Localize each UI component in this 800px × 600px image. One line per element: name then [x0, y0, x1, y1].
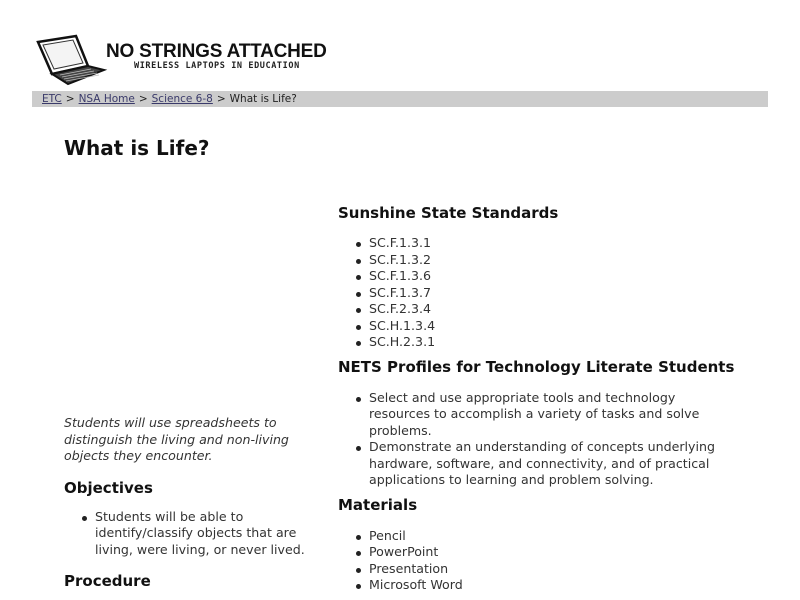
list-item: SC.F.1.3.2 — [369, 252, 758, 269]
list-item: SC.H.1.3.4 — [369, 318, 758, 335]
breadcrumb-separator: > — [138, 93, 148, 105]
objectives-list — [64, 509, 324, 559]
list-item: SC.F.1.3.1 — [369, 235, 758, 252]
list-item: Students will be able to identify/classify objects that are living, were living, or never lived. — [95, 509, 324, 559]
logo-subtitle: WIRELESS LAPTOPS IN EDUCATION — [134, 61, 300, 71]
logo-title: NO STRINGS ATTACHED — [106, 41, 327, 62]
list-item: Pencil — [369, 528, 758, 545]
list-item: Microsoft Word — [369, 577, 758, 594]
objectives-heading: Objectives — [64, 478, 153, 497]
lesson-intro: Students will use spreadsheets to distinguish the living and non-living objects they encounter. — [64, 415, 289, 463]
nets-heading: NETS Profiles for Technology Literate Students — [338, 357, 735, 376]
page-title: What is Life? — [64, 136, 210, 160]
standards-list — [338, 235, 758, 351]
list-item: PowerPoint — [369, 544, 758, 561]
materials-heading: Materials — [338, 495, 418, 514]
lesson-summary-column — [64, 415, 324, 591]
breadcrumb — [32, 91, 768, 107]
procedure-heading: Procedure — [64, 572, 151, 590]
nets-list — [338, 390, 729, 489]
materials-list — [338, 528, 758, 594]
standards-heading: Sunshine State Standards — [338, 204, 559, 222]
site-logo[interactable] — [36, 34, 327, 86]
breadcrumb-separator: > — [216, 93, 226, 105]
breadcrumb-link-science-6-8[interactable]: Science 6-8 — [151, 93, 213, 105]
list-item: SC.F.2.3.4 — [369, 301, 758, 318]
breadcrumb-separator: > — [65, 93, 75, 105]
list-item: Select and use appropriate tools and technology resources to accomplish a variety of tasks and solve problems. — [369, 390, 729, 440]
list-item: SC.H.2.3.1 — [369, 334, 758, 351]
list-item: SC.F.1.3.7 — [369, 285, 758, 302]
lesson-details-column — [338, 203, 758, 594]
breadcrumb-link-etc[interactable]: ETC — [42, 93, 62, 105]
list-item: Presentation — [369, 561, 758, 578]
list-item: SC.F.1.3.6 — [369, 268, 758, 285]
laptop-icon — [36, 34, 108, 86]
breadcrumb-link-nsa-home[interactable]: NSA Home — [78, 93, 135, 105]
list-item: Demonstrate an understanding of concepts underlying hardware, software, and connectivity, and of practical applications to learning and problem solving. — [369, 439, 729, 489]
breadcrumb-current: What is Life? — [229, 93, 297, 105]
